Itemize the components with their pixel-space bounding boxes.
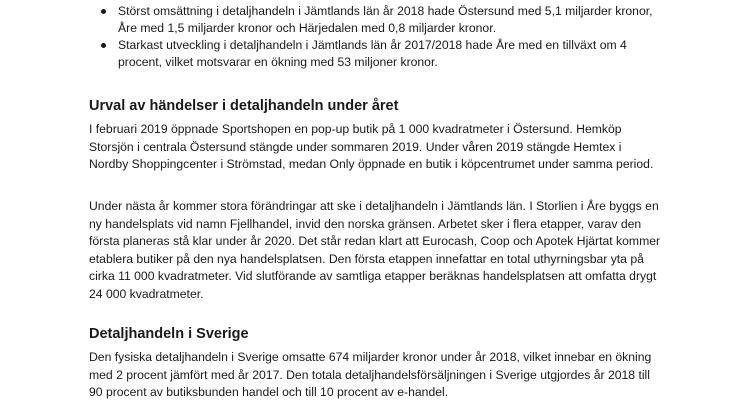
section-heading-events: Urval av händelser i detaljhandeln under året bbox=[89, 98, 399, 114]
bullet-list bbox=[118, 3, 658, 71]
paragraph-fjellhandel: Under nästa år kommer stora förändringar att ske i detaljhandeln i Jämtlands län. I Storlien i Åre byggs en ny handelsplats vid namn Fjellhandel, invid den norska gränsen. Arbetet sker i flera etapper, varav den första planeras stå klar under år 2020. Det står redan klart att Eurocash, Coop och Apotek Hjärtat kommer etablera butiker på den nya handelsplatsen. Den första etappen innefattar en total uthyrningsbar yta på cirka 11 000 kvadratmeter. Vid slutförande av samtliga etapper beräknas handelsplatsen att omfatta drygt 24 000 kvadratmeter. bbox=[89, 199, 661, 301]
paragraph-sweden-retail: Den fysiska detaljhandeln i Sverige omsatte 674 miljarder kronor under år 2018, vilket innebar en ökning med 2 procent jämfört med år 2017. Den totala detaljhandelsförsäljningen i Sverige utgjordes år 2018 till 90 procent av butiksbunden handel och till 10 procent av e-handel. bbox=[89, 350, 652, 399]
bullet-item-largest-turnover: Störst omsättning i detaljhandeln i Jämtlands län år 2018 hade Östersund med 5,1 miljarder kronor, Åre med 1,5 miljarder kronor och Härjedalen med 0,8 miljarder kronor. bbox=[118, 3, 658, 37]
paragraph-events-2019: I februari 2019 öppnade Sportshopen en pop-up butik på 1 000 kvadratmeter i Östersund. Hemköp Storsjön i centrala Östersund stängde under sommaren 2019. Under våren 2019 stängde Hemtex i Nordby Shoppingcenter i Strömstad, medan Only öppnade en butik i köpcentrumet under samma period. bbox=[89, 122, 654, 171]
section-heading-sweden: Detaljhandeln i Sverige bbox=[89, 326, 249, 342]
bullet-item-strongest-growth: Starkast utveckling i detaljhandeln i Jämtlands län år 2017/2018 hade Åre med en tillväxt om 4 procent, vilket motsvarar en ökning med 53 miljoner kronor. bbox=[118, 37, 658, 71]
